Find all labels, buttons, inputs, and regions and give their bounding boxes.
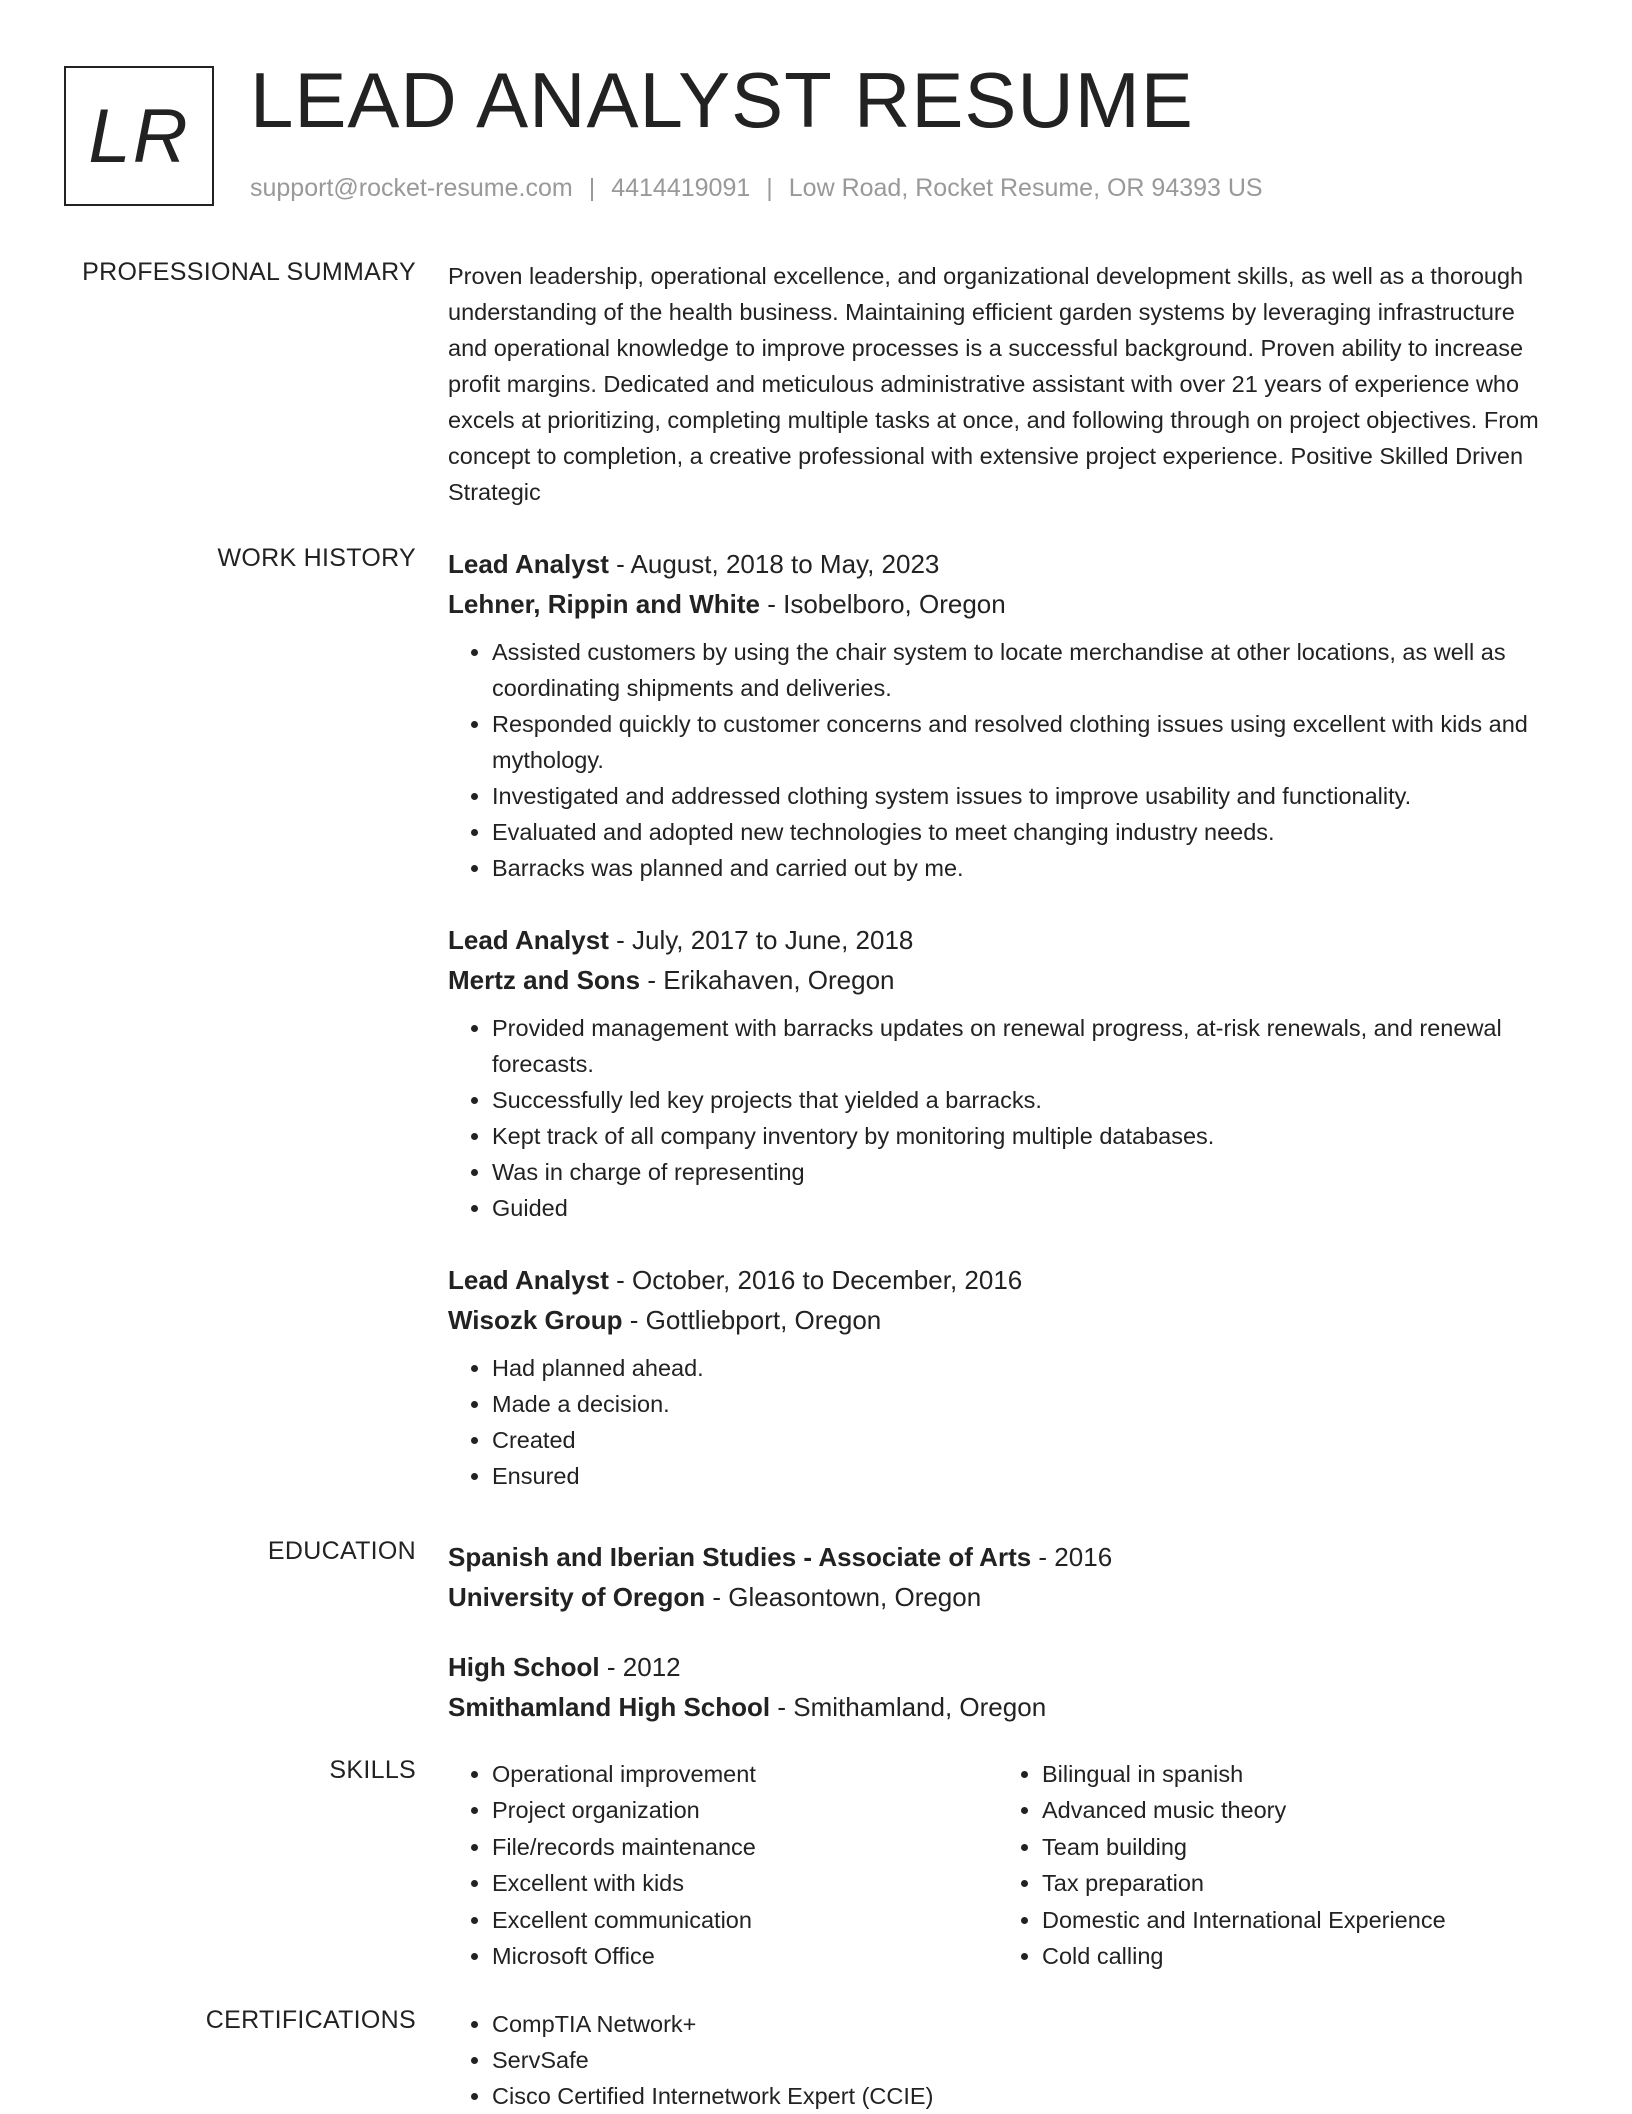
certification-item: • Cisco Certified Internetwork Expert (CCIE) (492, 2078, 1558, 2114)
certification-item: • ServSafe (492, 2042, 1558, 2078)
education-school: Smithamland High School (448, 1692, 771, 1722)
education-degree: Spanish and Iberian Studies - Associate of Arts (448, 1542, 1032, 1572)
list-item: • Assisted customers by using the chair system to locate merchandise at other locations, as well as coordinating shipments and deliveries. (492, 634, 1558, 706)
contact-separator: | (766, 174, 773, 202)
list-item: • Evaluated and adopted new technologies to meet changing industry needs. (492, 814, 1558, 850)
list-item: • Made a decision. (492, 1386, 1558, 1422)
job-location: - Gottliebport, Oregon (622, 1305, 882, 1335)
resume-title: LEAD ANALYST RESUME (250, 56, 1194, 144)
section-label: SKILLS (329, 1756, 416, 1784)
education-degree-line (448, 1647, 1558, 1687)
job-title: Lead Analyst (448, 549, 609, 579)
education-entry (448, 1537, 1558, 1617)
education-body (448, 1537, 1558, 1757)
certifications-body (448, 2006, 1558, 2114)
skill-item: • Project organization (492, 1792, 998, 1828)
contact-line (250, 174, 1263, 203)
job-company: Lehner, Rippin and White (448, 589, 760, 619)
job-dates: - August, 2018 to May, 2023 (608, 549, 940, 579)
section-label: EDUCATION (267, 1537, 416, 1565)
list-item: • Had planned ahead. (492, 1350, 1558, 1386)
list-item: • Kept track of all company inventory by monitoring multiple databases. (492, 1118, 1558, 1154)
monogram-logo: LR (64, 66, 214, 206)
job-entry (448, 544, 1558, 886)
education-degree-line (448, 1537, 1558, 1577)
section-label: CERTIFICATIONS (205, 2006, 416, 2034)
job-company-line (448, 960, 1558, 1000)
skill-item: • Team building (1042, 1829, 1548, 1865)
skill-item: • Cold calling (1042, 1938, 1548, 1974)
education-school-line (448, 1687, 1558, 1727)
list-item: • Successfully led key projects that yielded a barracks. (492, 1082, 1558, 1118)
list-item: • Responded quickly to customer concerns and resolved clothing issues using excellent with kids and mythology. (492, 706, 1558, 778)
education-year: - 2012 (599, 1652, 681, 1682)
job-title-line (448, 920, 1558, 960)
section-label: PROFESSIONAL SUMMARY (82, 258, 416, 286)
skill-item: • File/records maintenance (492, 1829, 998, 1865)
skills-body (448, 1756, 1558, 1974)
section-label: WORK HISTORY (217, 544, 416, 572)
work-history-body (448, 544, 1558, 1528)
education-location: - Gleasontown, Oregon (705, 1582, 982, 1612)
contact-address: Low Road, Rocket Resume, OR 94393 US (788, 174, 1263, 202)
list-item: • Ensured (492, 1458, 1558, 1494)
education-school-line (448, 1577, 1558, 1617)
job-company-line (448, 584, 1558, 624)
skill-item: • Domestic and International Experience (1042, 1902, 1548, 1938)
job-bullets (448, 1010, 1558, 1226)
skill-item: • Excellent communication (492, 1902, 998, 1938)
job-bullets (448, 1350, 1558, 1494)
list-item: • Guided (492, 1190, 1558, 1226)
job-title-line (448, 1260, 1558, 1300)
certification-item: • CompTIA Network+ (492, 2006, 1558, 2042)
job-dates: - October, 2016 to December, 2016 (608, 1265, 1023, 1295)
job-title-line (448, 544, 1558, 584)
education-school: University of Oregon (448, 1582, 706, 1612)
job-title: Lead Analyst (448, 1265, 609, 1295)
skill-item: • Microsoft Office (492, 1938, 998, 1974)
job-company: Wisozk Group (448, 1305, 623, 1335)
skill-item: • Tax preparation (1042, 1865, 1548, 1901)
job-entry (448, 1260, 1558, 1494)
skills-columns (448, 1756, 1558, 1974)
job-entry (448, 920, 1558, 1226)
list-item: • Provided management with barracks updates on renewal progress, at-risk renewals, and renewal forecasts. (492, 1010, 1558, 1082)
job-dates: - July, 2017 to June, 2018 (608, 925, 914, 955)
certifications-list (448, 2006, 1558, 2114)
education-year: - 2016 (1031, 1542, 1113, 1572)
job-location: - Erikahaven, Oregon (640, 965, 895, 995)
list-item: • Barracks was planned and carried out by me. (492, 850, 1558, 886)
contact-separator: | (588, 174, 596, 202)
job-location: - Isobelboro, Oregon (760, 589, 1006, 619)
job-company-line (448, 1300, 1558, 1340)
summary-body (448, 258, 1558, 510)
education-degree: High School (448, 1652, 600, 1682)
list-item: • Investigated and addressed clothing system issues to improve usability and functionality. (492, 778, 1558, 814)
skill-item: • Bilingual in spanish (1042, 1756, 1548, 1792)
job-title: Lead Analyst (448, 925, 609, 955)
skills-list-right (998, 1756, 1548, 1974)
list-item: • Created (492, 1422, 1558, 1458)
job-company: Mertz and Sons (448, 965, 641, 995)
summary-text: Proven leadership, operational excellence, and organizational development skills, as well as a thorough understanding of the health business. Maintaining efficient garden systems by leveraging infrastructure and operational knowledge to improve processes is a successful background. Proven ability to increase profit margins. Dedicated and meticulous administrative assistant with over 21 years of experience who excels at prioritizing, completing multiple tasks at once, and following through on project objectives. From concept to completion, a creative professional with extensive project experience. Positive Skilled Driven Strategic (448, 263, 1539, 505)
skill-item: • Excellent with kids (492, 1865, 998, 1901)
education-location: - Smithamland, Oregon (770, 1692, 1047, 1722)
contact-email[interactable]: support@rocket-resume.com (250, 174, 573, 202)
skill-item: • Operational improvement (492, 1756, 998, 1792)
education-entry (448, 1647, 1558, 1727)
list-item: • Was in charge of representing (492, 1154, 1558, 1190)
job-bullets (448, 634, 1558, 886)
contact-phone[interactable]: 4414419091 (611, 174, 751, 202)
skill-item: • Advanced music theory (1042, 1792, 1548, 1828)
skills-list-left (448, 1756, 998, 1974)
